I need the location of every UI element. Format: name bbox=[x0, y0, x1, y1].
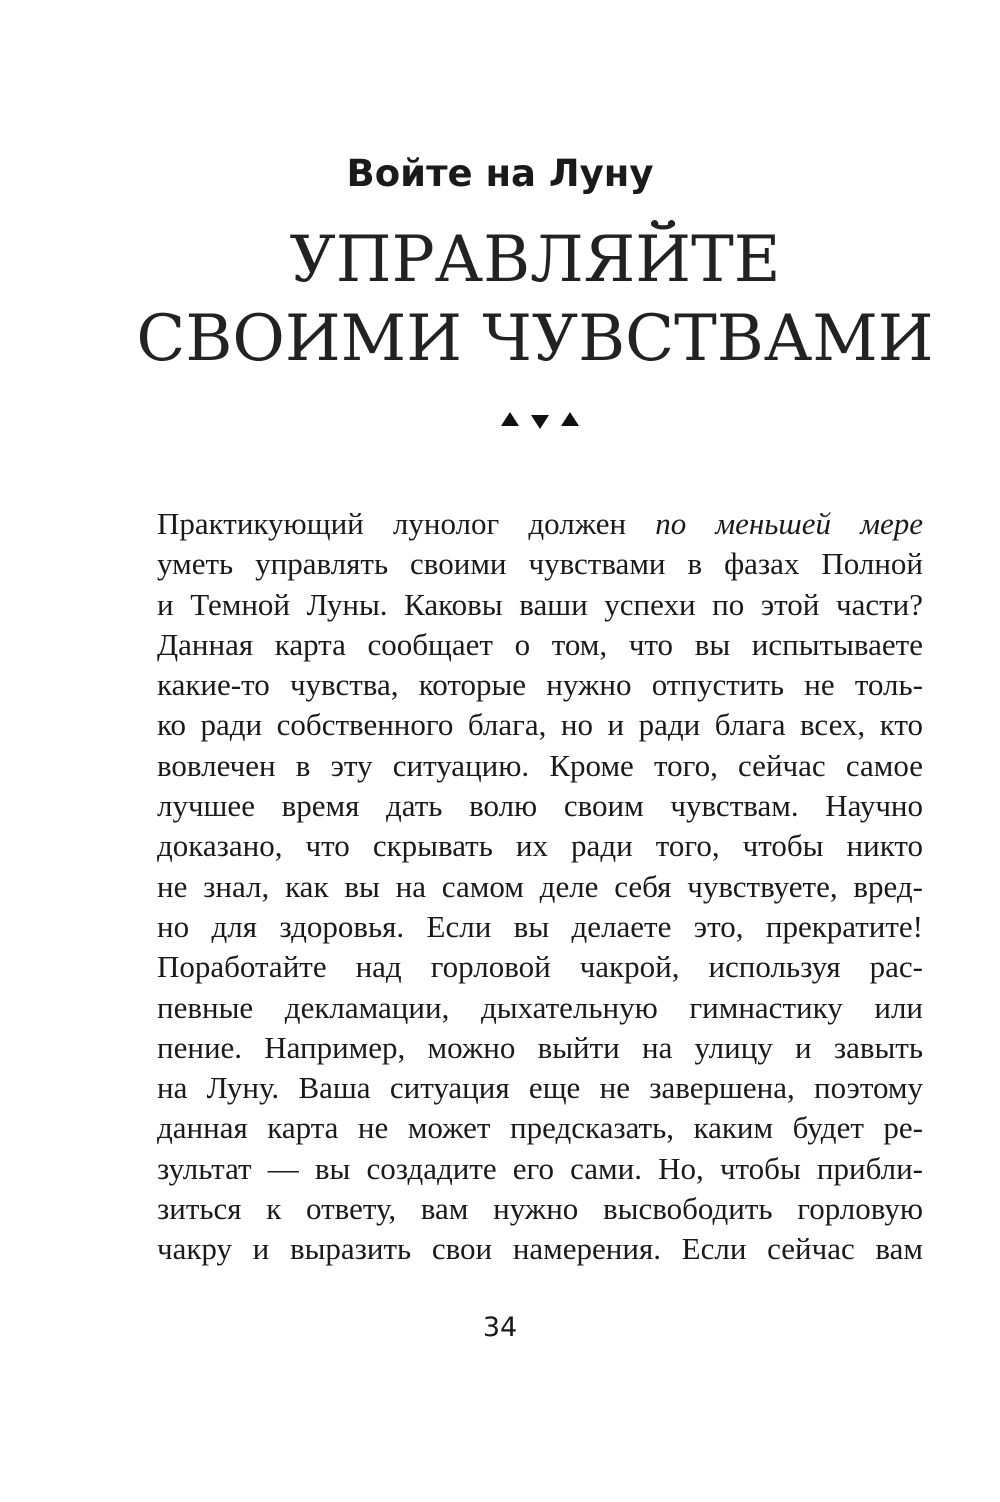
text-line: певные декламации, дыхательную гимнастику или bbox=[157, 989, 923, 1025]
page-number: 34 bbox=[482, 1312, 518, 1343]
triangle-up-icon bbox=[500, 411, 520, 427]
text-line: какие-то чувства, которые нужно отпустить не толь- bbox=[157, 667, 923, 703]
text-segment: Практикующий лунолог должен bbox=[157, 506, 656, 541]
triangle-up-icon bbox=[560, 411, 580, 427]
text-line: но для здоровья. Если вы делаете это, прекратите! bbox=[157, 908, 923, 944]
text-line: зультат — вы создадите его сами. Но, чтобы прибли- bbox=[157, 1150, 923, 1186]
text-line: не знал, как вы на самом деле себя чувствуете, вред- bbox=[157, 868, 923, 904]
text-line: Данная карта сообщает о том, что вы испытываете bbox=[157, 626, 923, 662]
triangle-ornament bbox=[500, 405, 580, 433]
text-line: и Темной Луны. Каковы ваши успехи по этой части? bbox=[157, 586, 923, 622]
text-line: данная карта не может предсказать, каким будет ре- bbox=[157, 1110, 923, 1146]
chapter-title-line: УПРАВЛЯЙТЕ bbox=[289, 223, 781, 297]
text-line: вовлечен в эту ситуацию. Кроме того, сейчас самое bbox=[157, 747, 923, 783]
chapter-title-line: СВОИМИ ЧУВСТВАМИ bbox=[136, 302, 934, 376]
text-line: уметь управлять своими чувствами в фазах Полной bbox=[157, 546, 923, 582]
text-line: Поработайте над горловой чакрой, используя рас- bbox=[157, 949, 923, 985]
body-paragraph bbox=[157, 504, 923, 1270]
text-line: чакру и выразить свои намерения. Если сейчас вам bbox=[157, 1231, 923, 1267]
triangle-down-icon bbox=[530, 414, 550, 430]
chapter-title bbox=[70, 221, 1000, 379]
text-line: ко ради собственного блага, но и ради блага всех, кто bbox=[157, 707, 923, 743]
emphasis-text: по меньшей мере bbox=[655, 506, 923, 541]
text-line: на Луну. Ваша ситуация еще не завершена, поэтому bbox=[157, 1070, 923, 1106]
text-line: зиться к ответу, вам нужно высвободить горловую bbox=[157, 1191, 923, 1227]
text-line bbox=[157, 504, 923, 544]
chapter-subtitle: Войте на Луну bbox=[346, 152, 654, 195]
text-line: пение. Например, можно выйти на улицу и завыть bbox=[157, 1029, 923, 1065]
text-line: лучшее время дать волю своим чувствам. Научно bbox=[157, 788, 923, 824]
text-line: доказано, что скрывать их ради того, чтобы никто bbox=[157, 828, 923, 864]
